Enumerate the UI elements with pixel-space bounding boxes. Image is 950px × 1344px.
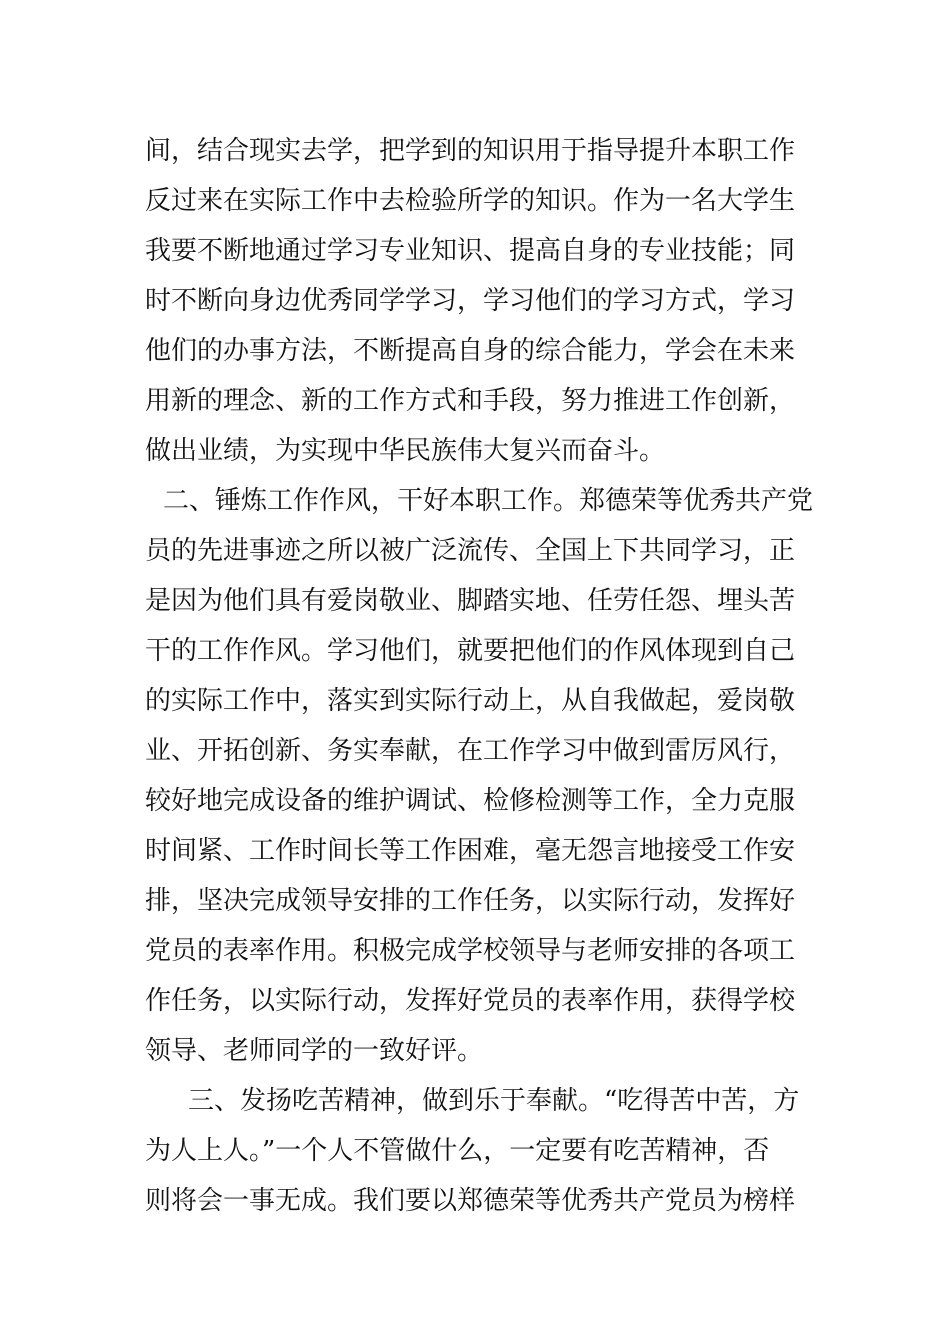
text-line: 排，坚决完成领导安排的工作任务，以实际行动，发挥好	[145, 886, 796, 916]
text-line: 用新的理念、新的工作方式和手段，努力推进工作创新，	[145, 386, 796, 416]
text-line: 为人上人。”一个人不管做什么，一定要有吃苦精神，否	[145, 1136, 770, 1166]
text-line: 时间紧、工作时间长等工作困难，毫无怨言地接受工作安	[145, 836, 796, 866]
text-line: 领导、老师同学的一致好评。	[145, 1036, 484, 1066]
text-line: 做出业绩，为实现中华民族伟大复兴而奋斗。	[145, 436, 666, 466]
text-line: 作任务，以实际行动，发挥好党员的表率作用，获得学校	[145, 986, 796, 1016]
text-line: 则将会一事无成。我们要以郑德荣等优秀共产党员为榜样	[145, 1186, 796, 1216]
text-line: 时不断向身边优秀同学学习，学习他们的学习方式，学习	[145, 286, 796, 316]
text-line: 是因为他们具有爱岗敬业、脚踏实地、任劳任怨、埋头苦	[145, 586, 796, 616]
section-heading-line: 二、锤炼工作作风，干好本职工作。郑德荣等优秀共产党	[163, 486, 814, 516]
text-line: 干的工作作风。学习他们，就要把他们的作风体现到自己	[145, 636, 796, 666]
text-line: 业、开拓创新、务实奉献，在工作学习中做到雷厉风行，	[145, 736, 796, 766]
section-heading-line: 三、发扬吃苦精神，做到乐于奉献。“吃得苦中苦，方	[188, 1086, 800, 1116]
text-line: 反过来在实际工作中去检验所学的知识。作为一名大学生	[145, 186, 796, 216]
text-line: 较好地完成设备的维护调试、检修检测等工作，全力克服	[145, 786, 796, 816]
text-line: 的实际工作中，落实到实际行动上，从自我做起，爱岗敬	[145, 686, 796, 716]
text-line: 员的先进事迹之所以被广泛流传、全国上下共同学习，正	[145, 536, 796, 566]
text-line: 我要不断地通过学习专业知识、提高自身的专业技能；同	[145, 236, 796, 266]
text-line: 他们的办事方法，不断提高自身的综合能力，学会在未来	[145, 336, 796, 366]
text-line: 党员的表率作用。积极完成学校领导与老师安排的各项工	[145, 936, 796, 966]
text-line: 间，结合现实去学，把学到的知识用于指导提升本职工作	[145, 136, 796, 166]
